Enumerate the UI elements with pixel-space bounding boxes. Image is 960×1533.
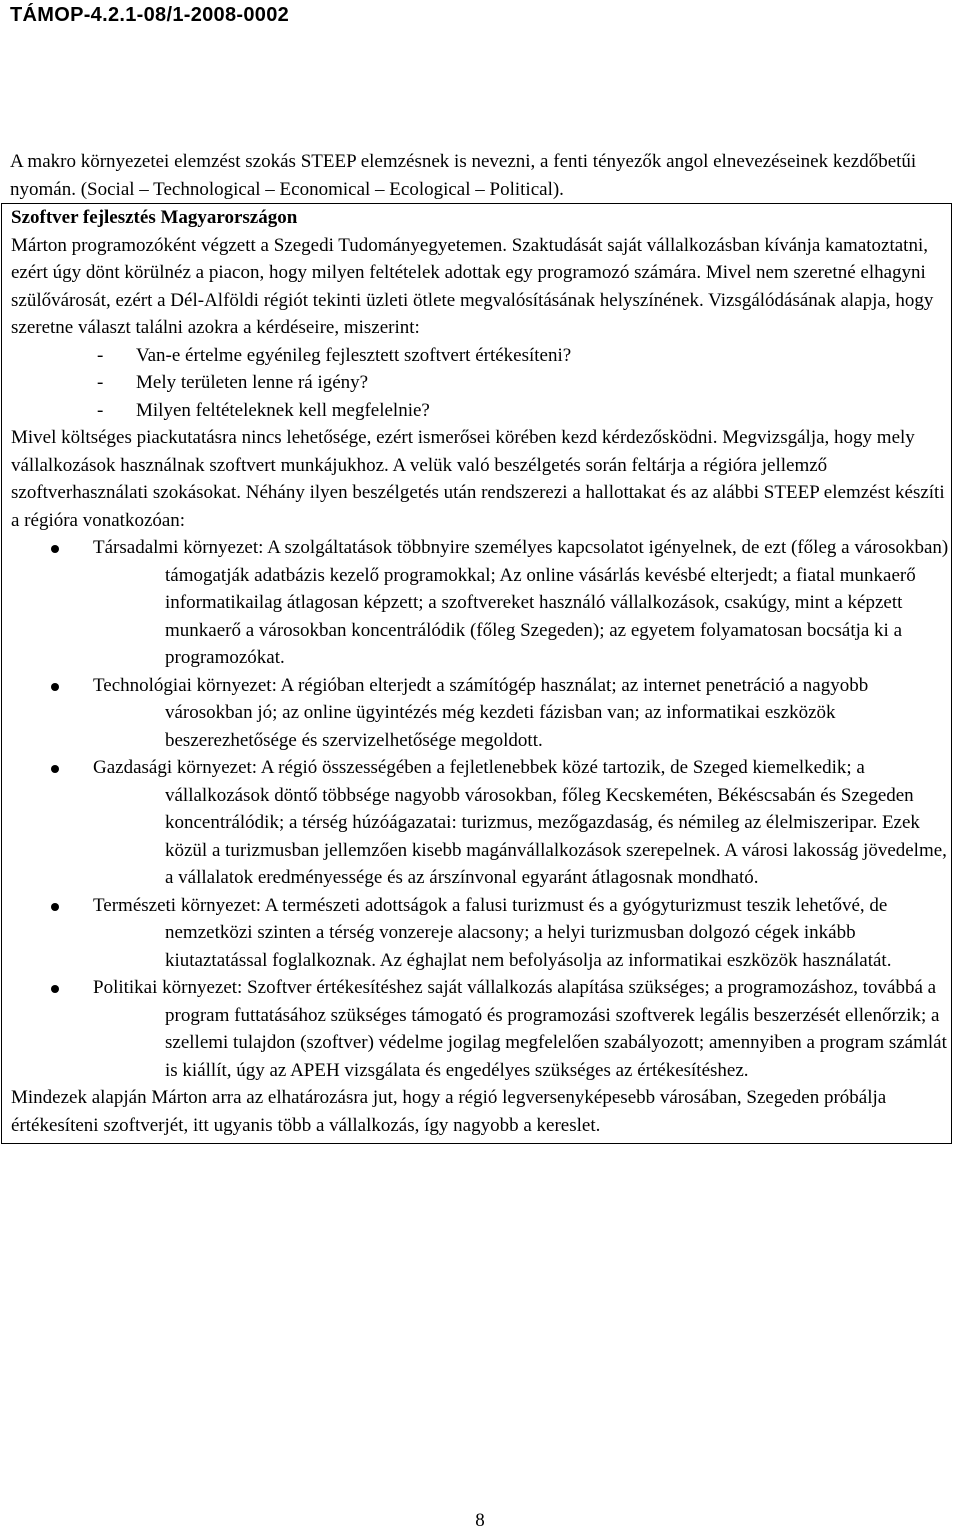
bullet-icon bbox=[51, 765, 59, 773]
question-item bbox=[97, 369, 951, 397]
steep-item-text: Gazdasági környezet: A régió összességében a fejletlenebbek közé tartozik, de Szeged kiemelkedik; a vállalkozások döntő többsége nagyobb városokban, főleg Kecskeméten, Békéscsabán és Szegeden koncentrálódik; a térség húzóágazatai: turizmus, mezőgazdaság, és némileg az élelmiszeripar. Ezek közül a turizmusban jellemzően kisebb magánvállalkozások szerepelnek. A városi lakosság jövedelme, a vállalatok eredményessége és az árszínvonal egyaránt átlagosnak mondható. bbox=[93, 757, 947, 888]
section-heading: Szoftver fejlesztés Magyarországon bbox=[11, 207, 298, 228]
question-list bbox=[11, 342, 951, 425]
steep-item-political bbox=[11, 974, 951, 1084]
document-header-code: TÁMOP-4.2.1-08/1-2008-0002 bbox=[10, 4, 290, 26]
bullet-icon bbox=[51, 903, 59, 911]
dash-marker: - bbox=[97, 344, 104, 366]
page-number: 8 bbox=[475, 1510, 485, 1531]
dash-marker: - bbox=[97, 399, 104, 421]
bullet-icon bbox=[51, 545, 59, 553]
question-item bbox=[97, 397, 951, 425]
steep-bullet-list bbox=[11, 534, 951, 1084]
section-paragraph-1: Márton programozóként végzett a Szegedi Tudományegyetemen. Szaktudását saját vállalkozásban kívánja kamatoztatni, ezért úgy dönt körülnéz a piacon, hogy milyen feltételek adottak egy programozó számára. Mivel nem szeretné elhagyni szülővárosát, ezért a Dél-Alföldi régiót tekinti üzleti ötlete megvalósításának helyszínének. Vizsgálódásának alapja, hogy szeretne választ találni azokra a kérdéseire, miszerint: bbox=[11, 234, 934, 338]
conclusion-paragraph: Mindezek alapján Márton arra az elhatározásra jut, hogy a régió legversenyképesebb városában, Szegeden próbálja értékesíteni szoftverjét, itt ugyanis több a vállalkozás, így nagyobb a kereslet. bbox=[11, 1087, 887, 1136]
steep-item-text: Technológiai környezet: A régióban elterjedt a számítógép használat; az internet penetráció a nagyobb városokban jó; az online ügyintézés még kezdeti fázisban van; az informatikai eszközök beszerezhetősége és szervizelhetősége megoldott. bbox=[93, 674, 869, 751]
dash-marker: - bbox=[97, 372, 104, 393]
steep-item-text: Politikai környezet: Szoftver értékesítéshez saját vállalkozás alapítása szükséges; a programozáshoz, továbbá a program futtatásához szükséges támogató és programozási szoftverek legális beszerzését ellenőrzik; a szellemi tulajdon (szoftver) védelme jogilag megfelelően szabályozott; amennyiben a program számlát is kiállít, úgy az APEH vizsgálata és engedélyes szükséges az értékesítéshez. bbox=[93, 977, 947, 1081]
steep-item-environmental bbox=[11, 892, 951, 975]
steep-item-text: Természeti környezet: A természeti adottságok a falusi turizmust és a gyógyturizmust teszik lehetővé, de nemzetközi szinten a térség vonzereje alacsony; a helyi turizmusban dolgozó cégek inkább kiutaztatással foglalkoznak. Az éghajlat nem befolyásolja az informatikai eszközök használatát. bbox=[93, 894, 892, 971]
question-text: Van-e értelme egyénileg fejlesztett szoftvert értékesíteni? bbox=[136, 344, 572, 366]
case-study-box bbox=[1, 203, 952, 1144]
steep-item-economic bbox=[11, 754, 951, 892]
bullet-icon bbox=[51, 985, 59, 993]
steep-item-social bbox=[11, 534, 951, 672]
steep-item-technological bbox=[11, 672, 951, 755]
intro-paragraph: A makro környezetei elemzést szokás STEEP elemzésnek is nevezni, a fenti tényezők angol elnevezéseinek kezdőbetűi nyomán. (Social – Technological – Economical – Ecological – Political). bbox=[10, 151, 917, 200]
question-item bbox=[97, 342, 951, 370]
question-text: Mely területen lenne rá igény? bbox=[136, 372, 369, 393]
section-paragraph-2: Mivel költséges piackutatásra nincs lehetősége, ezért ismerősei körében kezd kérdezősködni. Megvizsgálja, hogy mely vállalkozások használnak szoftvert munkájukhoz. A velük való beszélgetés során feltárja a régióra jellemző szoftverhasználati szokásokat. Néhány ilyen beszélgetés után rendszerezi a hallottakat és az alábbi STEEP elemzést készíti a régióra vonatkozóan: bbox=[11, 427, 945, 531]
bullet-icon bbox=[51, 683, 59, 691]
question-text: Milyen feltételeknek kell megfelelnie? bbox=[136, 399, 430, 421]
document-body bbox=[10, 148, 950, 1144]
steep-item-text: Társadalmi környezet: A szolgáltatások többnyire személyes kapcsolatot igényelnek, de ezt (főleg a városokban) támogatják adatbázis kezelő programokkal; Az online vásárlás kevésbé elterjedt; a fiatal munkaerő informatikailag átlagosan képzett; a szoftvereket használó vállalkozások, csakúgy, mint a képzett munkaerő a városokban koncentrálódik (főleg Szegeden); az egyetem folyamatosan bocsátja ki a programozókat. bbox=[93, 537, 949, 668]
